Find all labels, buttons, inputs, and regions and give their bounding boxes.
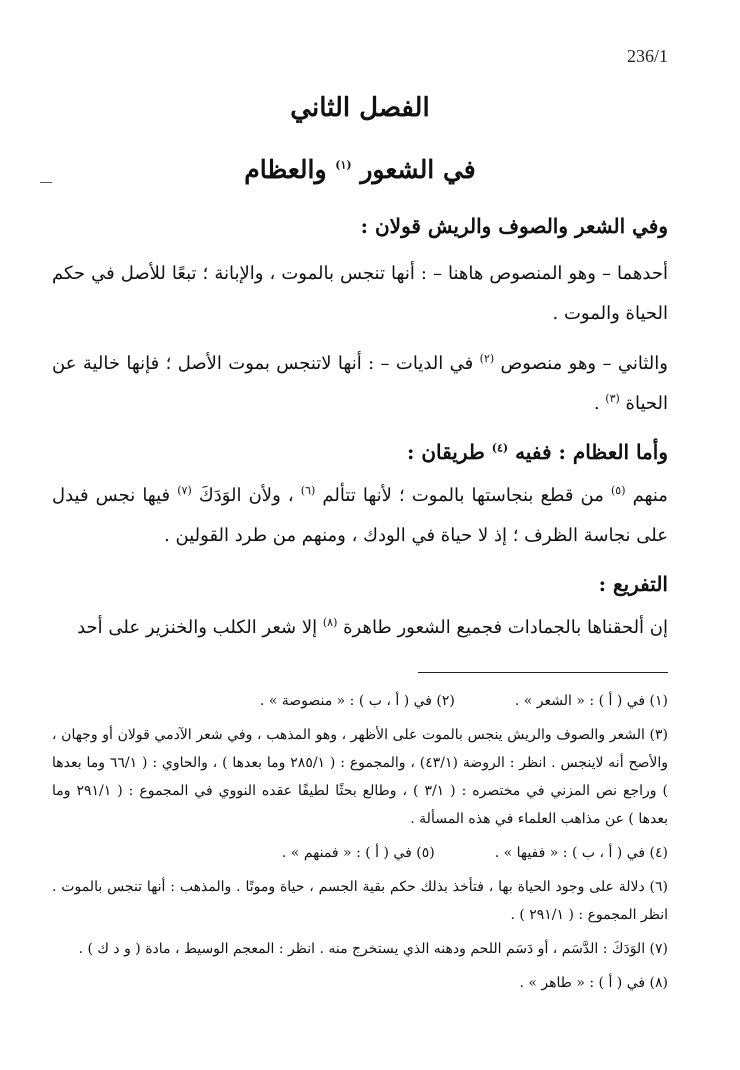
paragraph-text: منهم (632, 485, 668, 506)
footnote-4: (٤) في ( أ ، ب ) : « ففيها » . (494, 845, 668, 861)
paragraph-text: . (593, 393, 600, 414)
paragraph-text: في الديات – : أنها لاتنجس بموت الأصل ؛ فإنها خالية عن الحياة (52, 353, 668, 414)
footnote-row (52, 839, 668, 867)
paragraph-bones (52, 476, 668, 556)
page-number: 236/1 (626, 46, 668, 66)
heading-bones (52, 434, 668, 470)
footnote-ref: (٦) (300, 484, 316, 497)
paragraph-text: إلا شعر الكلب والخنزير على أحد (77, 617, 318, 638)
footnote-ref: (٢) (479, 352, 495, 365)
footnote-6: (٦) دلالة على وجود الحياة بها ، فتأخذ بذلك حكم بقية الجسم ، حياة وموتًا . والمذهب : أنها تنجس بالموت . انظر المجموع : ( ٢٩١/١ ) . (52, 879, 668, 923)
footnote-row (52, 687, 668, 715)
paragraph-text: من قطع بنجاستها بالموت ؛ لأنها تتألم (322, 485, 604, 506)
footnote-1: (١) في ( أ ) : « الشعر » . (514, 693, 668, 709)
footnote-ref: (٧) (177, 484, 192, 497)
footnote-ref: (٨) (322, 616, 338, 629)
footnote-separator (418, 672, 668, 673)
paragraph-second-opinion (52, 344, 668, 424)
paragraph-text: فيها نجس فيدل على نجاسة الظرف ؛ إذ لا حياة في الودك ، ومنهم من طرد القولين . (52, 485, 668, 546)
section-title-text: في الشعور (360, 155, 476, 184)
heading-branching: التفريع : (598, 572, 668, 596)
paragraph-text: إن ألحقناها بالجمادات فجميع الشعور طاهرة (343, 617, 668, 638)
paragraph-text: ، ولأن الوَدَكَ (198, 485, 294, 506)
paragraph-branching (52, 608, 668, 648)
heading-text: طريقان : (407, 440, 485, 464)
section-title-text: والعظام (244, 155, 327, 184)
footnote-ref: (٥) (610, 484, 626, 497)
paragraph-text: والثاني – وهو منصوص (500, 353, 668, 374)
margin-mark (40, 182, 52, 183)
footnote-ref: (٣) (605, 392, 620, 405)
footnote-ref: (١) (335, 158, 352, 172)
heading-hair-wool-feathers: وفي الشعر والصوف والريش قولان : (360, 214, 668, 238)
footnote-2: (٢) في ( أ ، ب ) : « منصوصة » . (259, 693, 455, 709)
footnote-8: (٨) في ( أ ) : « طاهر » . (519, 975, 668, 991)
chapter-title: الفصل الثاني (290, 93, 430, 123)
heading-text: وأما العظام : ففيه (515, 440, 668, 464)
page-body (52, 88, 668, 1003)
footnotes (52, 687, 668, 997)
section-title (52, 150, 668, 190)
footnote-ref: (٤) (491, 441, 509, 455)
footnote-5: (٥) في ( أ ) : « فمنهم » . (281, 845, 435, 861)
footnote-3: (٣) الشعر والصوف والريش ينجس بالموت على الأظهر ، وهو المذهب ، وفي شعر الآدمي قولان أو وجهان ، والأصح أنه لاينجس . انظر : الروضة (٤٣/١) ، والمجموع : ( ٢٨٥/١ وما بعدها ) ، والحاوي : ( ٦٦/١ وما بعدها ) وراجع نص المزني في مختصره : ( ٣/١ ) ، وطالع بحثًا لطيفًا عقده النووي في المجموع : ( ٢٩١/١ وما بعدها ) عن مذاهب العلماء في هذه المسألة . (52, 727, 669, 827)
footnote-7: (٧) الوَدَكَ : الدَّسَم ، أو دَسَم اللحم ودهنه الذي يستخرج منه . انظر : المعجم الوسيط ، مادة ( و د ك ) . (78, 941, 668, 957)
paragraph-first-opinion: أحدهما – وهو المنصوص هاهنا – : أنها تنجس بالموت ، والإبانة ؛ تبعًا للأصل في حكم الحياة والموت . (52, 263, 668, 324)
